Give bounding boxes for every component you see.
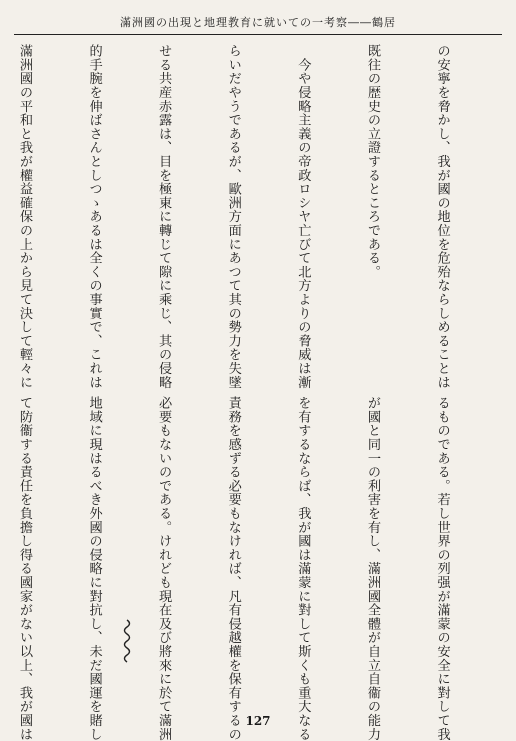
text-line: て防衞する責任を負擔し得る國家がない以上、我が國は <box>16 396 32 741</box>
text-line: を有するならば、我が國は滿蒙に對して斯くも重大なる <box>295 396 311 741</box>
text-line: 今や侵略主義の帝政ロシヤ亡びて北方よりの脅威は漸 <box>295 44 311 389</box>
text-line: 既往の歴史の立證するところである。 <box>364 44 380 279</box>
text-line: らいだやうであるが、歐洲方面にあつて其の勢力を失墜 <box>225 44 241 389</box>
text-line: 必要もないのである。けれども現在及び將來に於て滿洲 <box>156 396 172 741</box>
text-line: るものである。若し世界の列强が滿蒙の安全に對して我 <box>434 396 450 741</box>
text-line: 地域に現はるべき外國の侵略に對抗し、未だ國運を賭し <box>86 396 102 741</box>
text-line: 滿洲國の平和と我が權益確保の上から見て決して輕々に <box>16 44 32 389</box>
text-line: せる共産赤露は、目を極東に轉じて隙に乘じ、其の侵略 <box>156 44 172 389</box>
text-line: の安寧を脅かし、我が國の地位を危殆ならしめることは <box>434 44 450 389</box>
upper-text-block <box>15 44 500 389</box>
text-line: が國と同一の利害を有し、滿洲國全體が自立自衞の能力 <box>364 396 380 741</box>
running-title: 滿洲國の出現と地理教育に就いての一考察――鶴居 <box>120 16 396 29</box>
page-number: 127 <box>245 714 271 728</box>
text-line: 的手腕を伸ばさんとしつゝあるは全くの事實で、これは <box>86 44 102 389</box>
running-header <box>14 10 502 35</box>
section-end-wave-ornament <box>118 620 136 662</box>
text-line: 責務を感ずる必要もなければ、凡有侵越權を保有するの <box>225 396 241 741</box>
